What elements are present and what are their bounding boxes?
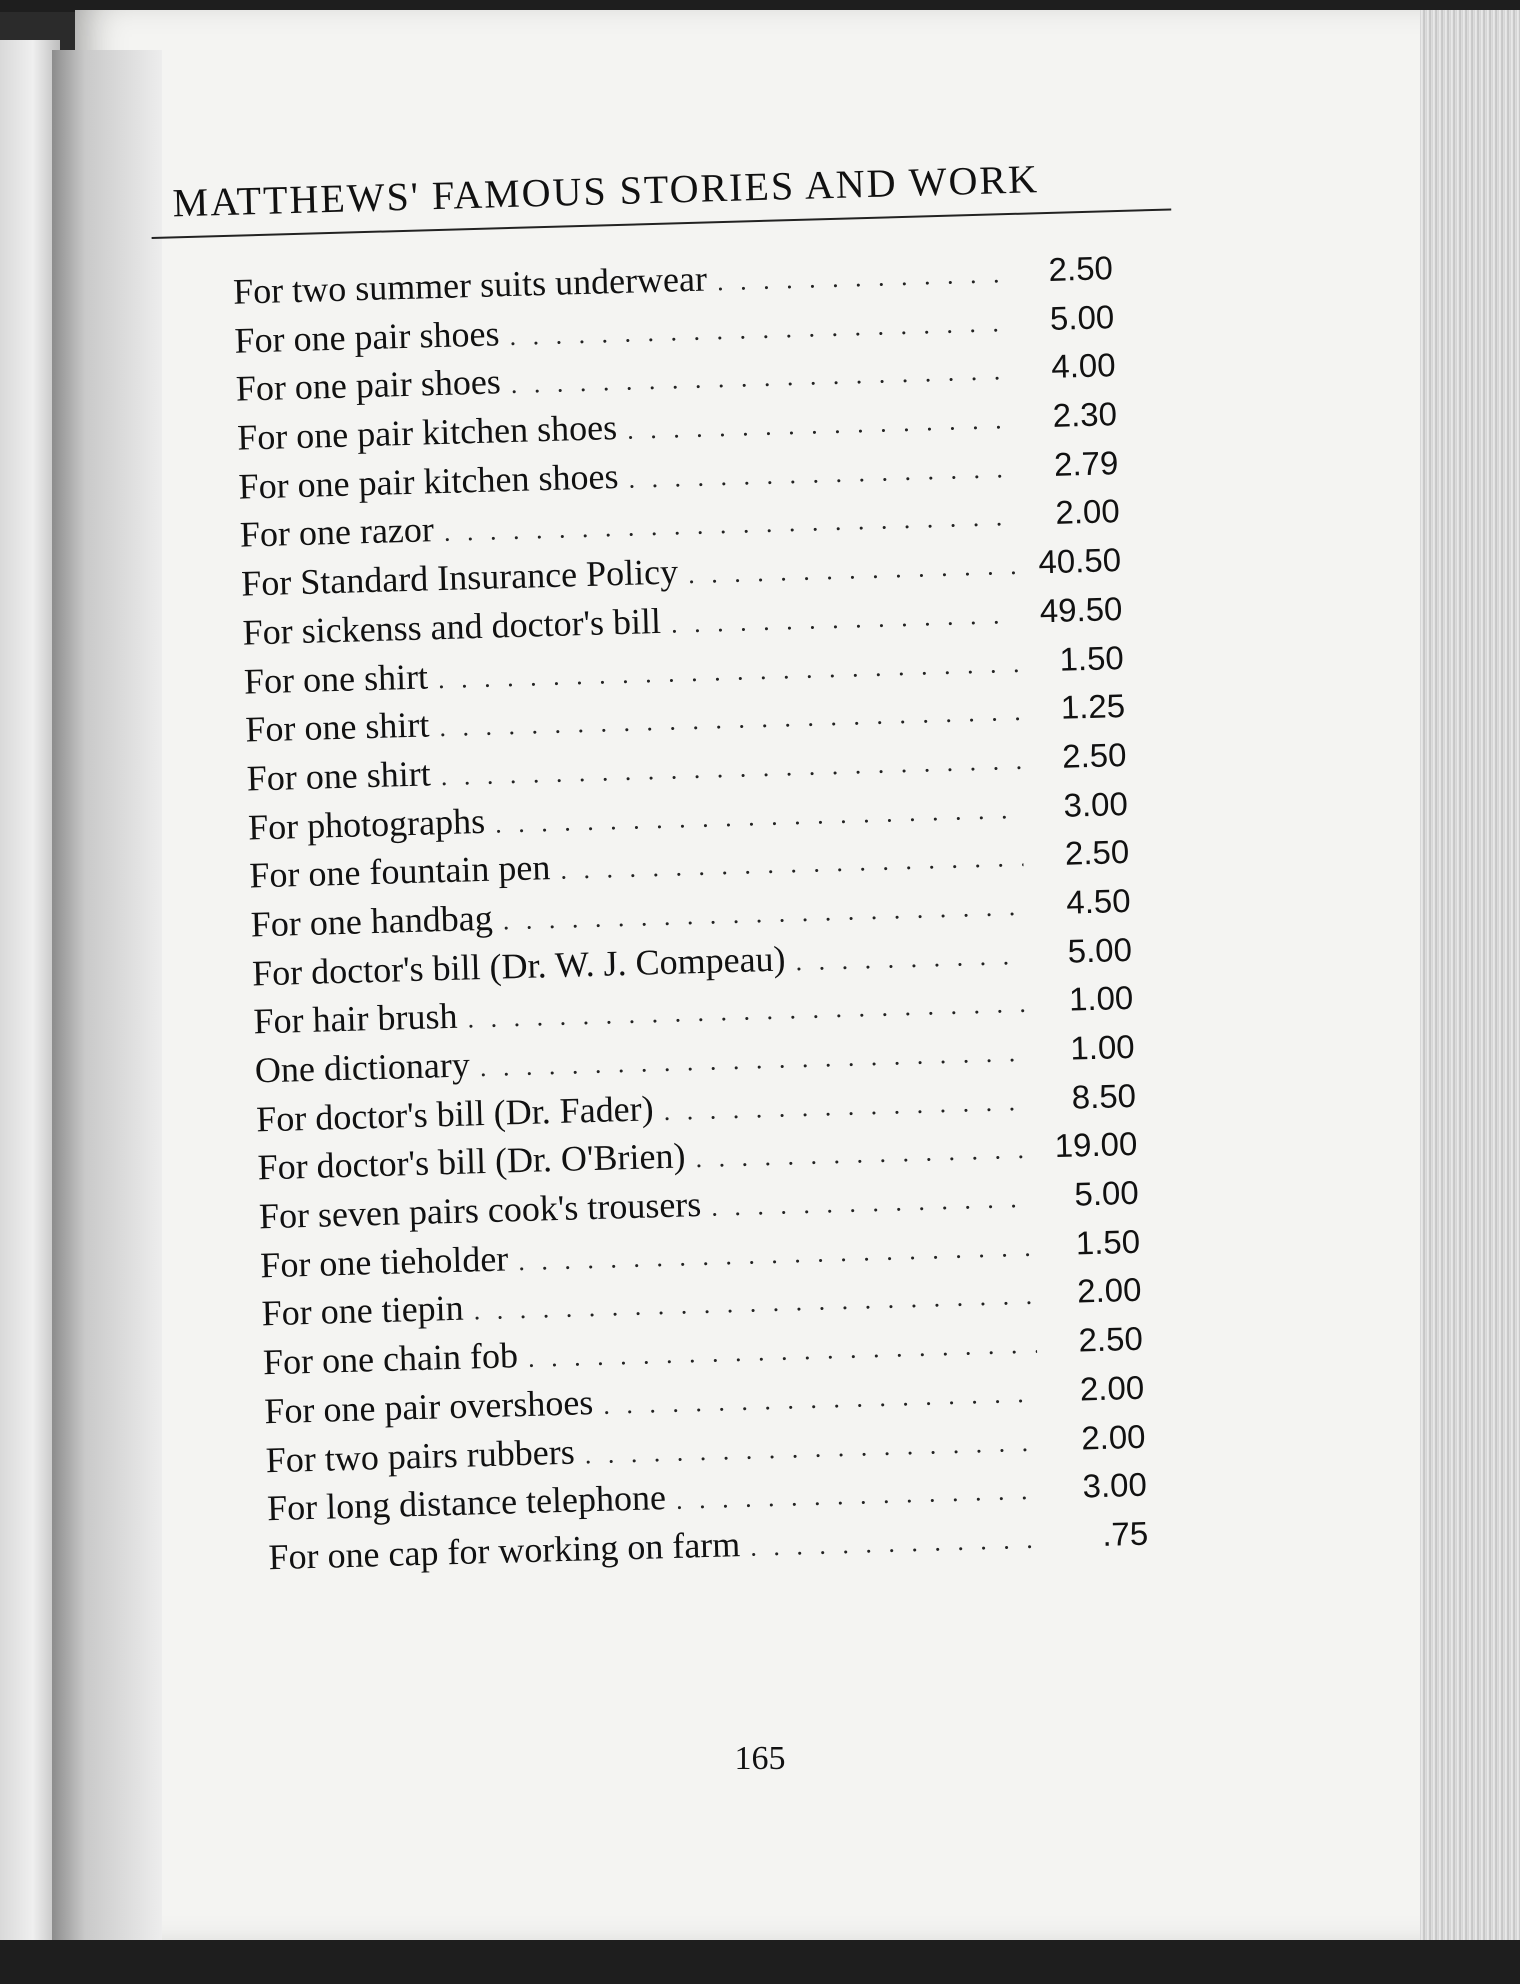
dot-leader — [495, 794, 1023, 839]
expense-item: One dictionary — [254, 1044, 471, 1091]
dot-leader — [518, 1232, 1035, 1276]
expense-amount: 3.00 — [1082, 1465, 1148, 1505]
expense-item: For sickenss and doctor's bill — [242, 600, 662, 653]
dot-leader — [528, 1330, 1038, 1374]
dot-leader — [584, 1427, 1040, 1470]
expense-item: For one shirt — [243, 655, 429, 702]
expense-item: For one pair shoes — [233, 312, 500, 361]
expense-amount: 1.00 — [1068, 979, 1134, 1018]
dot-leader — [628, 454, 1013, 495]
expense-amount: 5.00 — [1073, 1173, 1140, 1213]
expense-item: For one tieholder — [259, 1238, 509, 1286]
expense-item: For one handbag — [250, 897, 494, 945]
expense-amount: 2.50 — [1078, 1319, 1144, 1359]
expense-item: For two pairs rubbers — [265, 1431, 576, 1480]
expense-amount: 1.25 — [1060, 687, 1126, 726]
dot-leader — [695, 1135, 1032, 1174]
dot-leader — [510, 356, 1010, 400]
expense-amount: 19.00 — [1054, 1125, 1138, 1165]
dot-leader — [711, 1184, 1033, 1223]
expense-amount: 2.79 — [1053, 443, 1119, 483]
expense-item: For one razor — [239, 509, 435, 556]
dot-leader — [627, 405, 1012, 446]
gutter-shadow — [52, 50, 162, 1950]
dot-leader — [438, 648, 1019, 694]
expense-amount: 40.50 — [1037, 541, 1122, 581]
expense-item: For two summer suits underwear — [232, 258, 708, 312]
expense-item: For one fountain pen — [248, 847, 551, 896]
dot-leader — [440, 746, 1021, 792]
page-stack-edges — [1420, 10, 1520, 1940]
expense-item: For one pair overshoes — [263, 1381, 594, 1432]
dot-leader — [509, 308, 1009, 352]
dot-leader — [795, 940, 1026, 976]
expense-amount: 2.30 — [1052, 395, 1118, 434]
expense-item: For one shirt — [246, 753, 432, 799]
expense-amount: 5.00 — [1067, 930, 1133, 970]
expense-item: For one chain fob — [262, 1335, 519, 1383]
expense-amount: 4.50 — [1065, 881, 1132, 921]
dot-leader — [750, 1524, 1043, 1562]
expense-item: For doctor's bill (Dr. W. J. Compeau) — [251, 938, 787, 994]
dot-leader — [502, 892, 1025, 937]
dot-leader — [439, 697, 1020, 743]
dot-leader — [717, 259, 1008, 297]
expense-amount: 2.00 — [1054, 492, 1121, 532]
expense-list — [233, 246, 1149, 1585]
expense-amount: 4.00 — [1050, 346, 1117, 386]
expense-amount: 1.50 — [1075, 1222, 1141, 1262]
page-content — [150, 152, 1209, 1587]
expense-amount: 49.50 — [1039, 589, 1123, 630]
expense-item: For doctor's bill (Dr. Fader) — [255, 1087, 655, 1140]
expense-item: For hair brush — [252, 996, 459, 1042]
expense-amount: 2.00 — [1080, 1417, 1146, 1456]
expense-amount: 2.50 — [1061, 735, 1127, 775]
expense-item: For Standard Insurance Policy — [240, 551, 679, 604]
expense-item: For one tiepin — [261, 1288, 465, 1334]
dot-leader — [603, 1378, 1039, 1420]
expense-amount: 1.50 — [1058, 638, 1125, 678]
scan-bottom-edge — [0, 1940, 1520, 1984]
expense-amount: 8.50 — [1071, 1076, 1137, 1116]
dot-leader — [473, 1281, 1036, 1327]
expense-amount: 2.50 — [1064, 833, 1130, 872]
expense-amount: .75 — [1101, 1514, 1149, 1553]
expense-amount: 2.50 — [1048, 249, 1114, 288]
dot-leader — [467, 989, 1028, 1035]
dot-leader — [560, 843, 1024, 886]
expense-item: For long distance telephone — [266, 1477, 667, 1529]
expense-item: For one shirt — [244, 704, 430, 750]
expense-amount: 5.00 — [1049, 297, 1115, 337]
expense-item: For photographs — [247, 800, 486, 848]
expense-item: For one pair shoes — [235, 361, 502, 410]
expense-amount: 3.00 — [1063, 784, 1129, 824]
expense-item: For one pair kitchen shoes — [236, 407, 618, 458]
dot-leader — [443, 502, 1014, 548]
expense-amount: 1.00 — [1069, 1027, 1136, 1067]
running-head: MATTHEWS' FAMOUS STORIES AND WORK — [172, 156, 1040, 226]
facing-page-edge — [0, 40, 60, 1940]
expense-amount: 2.00 — [1079, 1368, 1145, 1408]
dot-leader — [688, 551, 1016, 590]
expense-item: For doctor's bill (Dr. O'Brien) — [257, 1135, 686, 1188]
expense-item: For seven pairs cook's trousers — [258, 1184, 702, 1237]
dot-leader — [671, 600, 1017, 640]
expense-item: For one pair kitchen shoes — [238, 455, 619, 507]
page-number: 165 — [734, 1740, 786, 1777]
dot-leader — [479, 1038, 1029, 1083]
expense-item: For one cap for working on farm — [267, 1523, 741, 1578]
expense-amount: 2.00 — [1076, 1271, 1142, 1310]
dot-leader — [676, 1476, 1042, 1516]
dot-leader — [663, 1086, 1030, 1126]
